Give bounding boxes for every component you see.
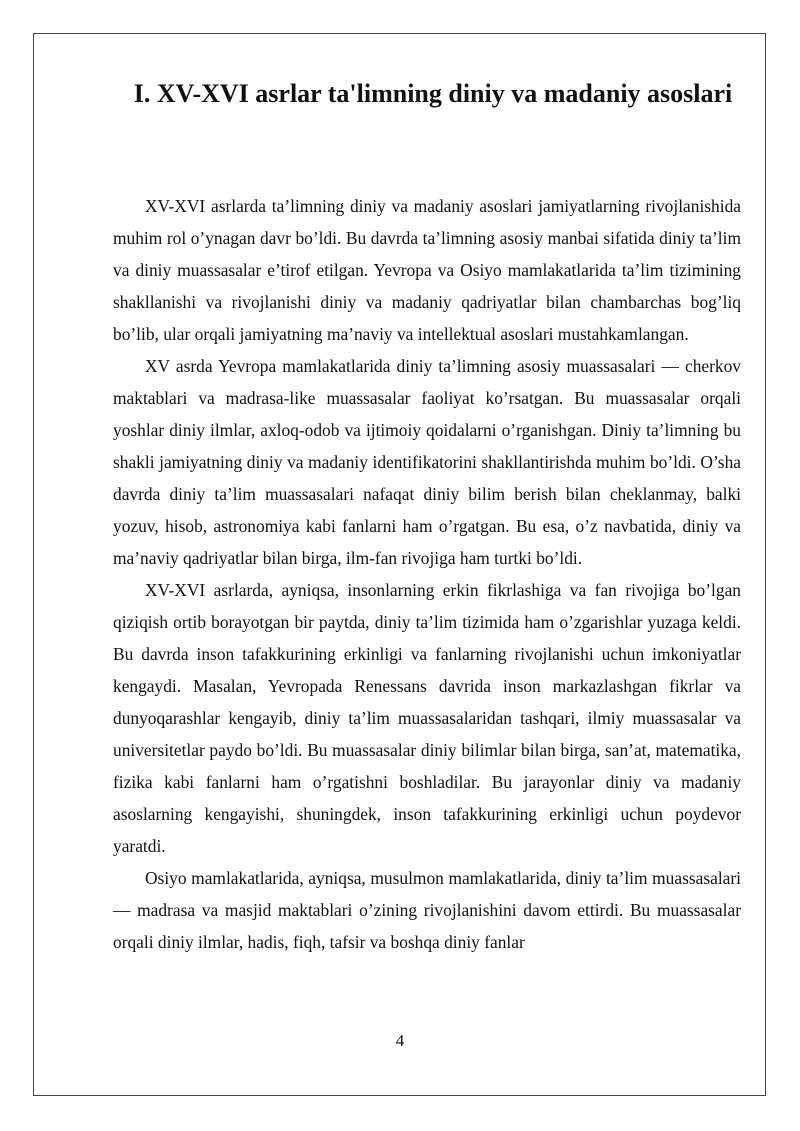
paragraph-2: XV asrda Yevropa mamlakatlarida diniy ta’limning asosiy muassasalari — cherkov maktablari va madrasa-like muassasalar faoliyat ko’rsatgan. Bu muassasalar orqali yoshlar diniy ilmlar, axloq-odob va ijtimoiy qoidalarni o’rganishgan. Diniy ta’limning bu shakli jamiyatning diniy va madaniy identifikatorini shakllantirishda muhim bo’ldi. O’sha davrda diniy ta’lim muassasalari nafaqat diniy bilim berish bilan cheklanmay, balki yozuv, hisob, astronomiya kabi fanlarni ham o’rgatgan. Bu esa, o’z navbatida, diniy va ma’naviy qadriyatlar bilan birga, ilm-fan rivojiga ham turtki bo’ldi. [113,356,741,568]
paragraph-3: XV-XVI asrlarda, ayniqsa, insonlarning erkin fikrlashiga va fan rivojiga bo’lgan qiziqish ortib borayotgan bir paytda, diniy ta’lim tizimida ham o’zgarishlar yuzaga keldi. Bu davrda inson tafakkurining erkinligi va fanlarning rivojlanishi uchun imkoniyatlar kengaydi. Masalan, Yevropada Renessans davrida inson markazlashgan fikrlar va dunyoqarashlar kengayib, diniy ta’lim muassasalaridan tashqari, ilmiy muassasalar va universitetlar paydo bo’ldi. Bu muassasalar diniy bilimlar bilan birga, san’at, matematika, fizika kabi fanlarni ham o’rgatishni boshladilar. Bu jarayonlar diniy va madaniy asoslarning kengayishi, shuningdek, inson tafakkurining erkinligi uchun poydevor yaratdi. [113,580,741,856]
paragraph-1: XV-XVI asrlarda ta’limning diniy va madaniy asoslari jamiyatlarning rivojlanishida muhim rol o’ynagan davr bo’ldi. Bu davrda ta’limning asosiy manbai sifatida diniy ta’lim va diniy muassasalar e’tirof etilgan. Yevropa va Osiyo mamlakatlarida ta’lim tizimining shakllanishi va rivojlanishi diniy va madaniy qadriyatlar bilan chambarchas bog’liq bo’lib, ular orqali jamiyatning ma’naviy va intellektual asoslari mustahkamlangan. [113,196,741,344]
body-text [113,190,741,958]
page-number: 4 [395,1031,405,1050]
paragraph-4: Osiyo mamlakatlarida, ayniqsa, musulmon mamlakatlarida, diniy ta’lim muassasalari — madrasa va masjid maktablari o’zining rivojlanishini davom ettirdi. Bu muassasalar orqali diniy ilmlar, hadis, fiqh, tafsir va boshqa diniy fanlar [113,868,741,952]
section-title: I. XV-XVI asrlar ta'limning diniy va madaniy asoslari [133,79,733,108]
